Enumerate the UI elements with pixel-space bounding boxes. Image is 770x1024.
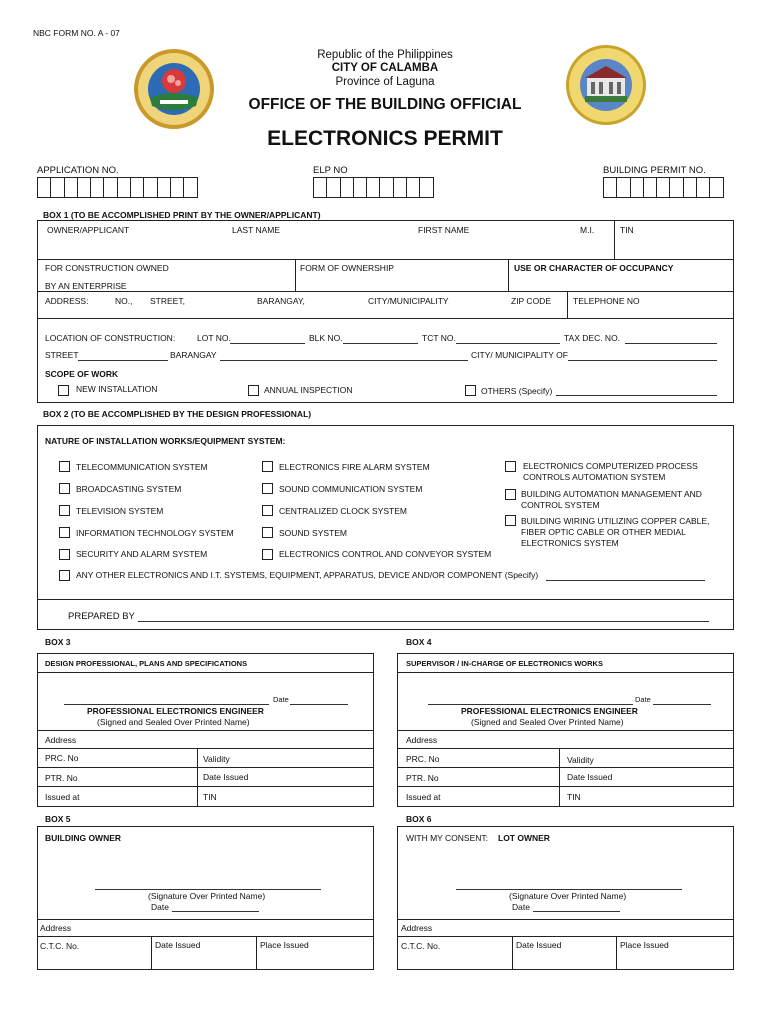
- box5-date-issued-label: Date Issued: [155, 940, 201, 950]
- box4-prc-label: PRC. No: [406, 754, 440, 764]
- box4-date-issued-label: Date Issued: [567, 772, 613, 782]
- street-field[interactable]: [78, 360, 168, 361]
- box4-label: BOX 4: [406, 637, 432, 647]
- box6-consent-label: WITH MY CONSENT:: [406, 833, 489, 843]
- box6-date-issued-label: Date Issued: [516, 940, 562, 950]
- box5-heading: BUILDING OWNER: [45, 833, 122, 843]
- telecommunication-checkbox[interactable]: [59, 461, 70, 472]
- others-field[interactable]: [556, 395, 717, 396]
- first-name-label: FIRST NAME: [418, 225, 470, 235]
- box3-address-label: Address: [45, 735, 77, 745]
- broadcasting-label: BROADCASTING SYSTEM: [76, 484, 182, 494]
- tct-no-label: TCT NO.: [422, 333, 456, 343]
- tct-no-field[interactable]: [456, 343, 560, 344]
- computerized-process-checkbox[interactable]: [505, 461, 516, 472]
- telecommunication-label: TELECOMMUNICATION SYSTEM: [76, 462, 208, 472]
- box3-label: BOX 3: [45, 637, 71, 647]
- prepared-by-label: PREPARED BY: [68, 611, 135, 622]
- elp-no-label: ELP NO: [313, 165, 348, 176]
- box3-issued-at-label: Issued at: [45, 792, 80, 802]
- province-name: Province of Laguna: [335, 76, 435, 88]
- any-other-label: ANY OTHER ELECTRONICS AND I.T. SYSTEMS, EQUIPMENT, APPARATUS, DEVICE AND/OR COMPONENT (Specify): [76, 570, 539, 580]
- fire-alarm-checkbox[interactable]: [262, 461, 273, 472]
- box3-date-issued-label: Date Issued: [203, 772, 249, 782]
- centralized-clock-label: CENTRALIZED CLOCK SYSTEM: [279, 506, 407, 516]
- box3-validity-label: Validity: [203, 754, 230, 764]
- sound-communication-checkbox[interactable]: [262, 483, 273, 494]
- address-street-label: STREET,: [150, 296, 185, 306]
- address-city-label: CITY/MUNICIPALITY: [368, 296, 449, 306]
- box5-date-label: Date: [151, 902, 169, 912]
- office-name: OFFICE OF THE BUILDING OFFICIAL: [248, 96, 522, 113]
- city-municipality-of-label: CITY/ MUNICIPALITY OF: [471, 350, 568, 360]
- box5-label: BOX 5: [45, 814, 71, 824]
- building-wiring-checkbox[interactable]: [505, 515, 516, 526]
- calamba-city-seal: [133, 48, 215, 130]
- box5-signature-note: (Signature Over Printed Name): [148, 891, 266, 901]
- control-conveyor-label: ELECTRONICS CONTROL AND CONVEYOR SYSTEM: [279, 549, 492, 559]
- building-automation-label-1: BUILDING AUTOMATION MANAGEMENT AND: [521, 489, 702, 499]
- box4-validity-label: Validity: [567, 755, 594, 765]
- television-checkbox[interactable]: [59, 505, 70, 516]
- building-permit-no-label: BUILDING PERMIT NO.: [603, 165, 706, 176]
- application-no-field[interactable]: [37, 177, 197, 198]
- box4-engineer-title: PROFESSIONAL ELECTRONICS ENGINEER: [461, 706, 638, 716]
- building-automation-label-2: CONTROL SYSTEM: [521, 500, 600, 510]
- box6-date-label: Date: [512, 902, 530, 912]
- blk-no-label: BLK NO.: [309, 333, 343, 343]
- box3-engineer-title: PROFESSIONAL ELECTRONICS ENGINEER: [87, 706, 264, 716]
- box4-date-label: Date: [635, 695, 651, 704]
- box5-address-label: Address: [40, 923, 72, 933]
- last-name-label: LAST NAME: [232, 225, 281, 235]
- box6-address-label: Address: [401, 923, 433, 933]
- blk-no-field[interactable]: [343, 343, 418, 344]
- barangay-field[interactable]: [220, 360, 468, 361]
- box4-issued-at-label: Issued at: [406, 792, 441, 802]
- mi-label: M.I.: [580, 225, 595, 235]
- box4-ptr-label: PTR. No: [406, 773, 439, 783]
- owner-applicant-label: OWNER/APPLICANT: [47, 225, 130, 235]
- security-alarm-label: SECURITY AND ALARM SYSTEM: [76, 549, 208, 559]
- box6-signature-note: (Signature Over Printed Name): [509, 891, 627, 901]
- street-label: STREET: [45, 350, 79, 360]
- box4-address-label: Address: [406, 735, 438, 745]
- box6-date-field[interactable]: [533, 911, 620, 912]
- city-municipality-field[interactable]: [568, 360, 717, 361]
- location-label: LOCATION OF CONSTRUCTION:: [45, 333, 176, 343]
- computerized-process-label-2: CONTROLS AUTOMATION SYSTEM: [523, 472, 666, 482]
- box4-date-field[interactable]: [653, 704, 711, 705]
- box6-signature-field[interactable]: [456, 889, 682, 890]
- box5-date-field[interactable]: [172, 911, 259, 912]
- lot-no-field[interactable]: [230, 343, 305, 344]
- building-wiring-label-1: BUILDING WIRING UTILIZING COPPER CABLE,: [521, 516, 710, 526]
- city-name: CITY OF CALAMBA: [331, 62, 439, 74]
- sound-system-checkbox[interactable]: [262, 527, 273, 538]
- sound-system-label: SOUND SYSTEM: [279, 528, 348, 538]
- zip-code-label: ZIP CODE: [511, 296, 551, 306]
- new-installation-checkbox[interactable]: [58, 385, 69, 396]
- address-barangay-label: BARANGAY,: [257, 296, 305, 306]
- box3-prc-label: PRC. No: [45, 753, 79, 763]
- box5-ctc-label: C.T.C. No.: [40, 941, 80, 951]
- information-technology-label: INFORMATION TECHNOLOGY SYSTEM: [76, 528, 234, 538]
- new-installation-label: NEW INSTALLATION: [76, 384, 158, 394]
- building-permit-no-field[interactable]: [603, 177, 723, 198]
- form-of-ownership-label[interactable]: FORM OF OWNERSHIP: [300, 263, 394, 273]
- box3-tin-label: TIN: [203, 792, 217, 802]
- television-label: TELEVISION SYSTEM: [76, 506, 164, 516]
- prepared-by-field[interactable]: [138, 621, 709, 622]
- control-conveyor-checkbox[interactable]: [262, 549, 273, 560]
- tax-dec-label: TAX DEC. NO.: [564, 333, 621, 343]
- barangay-label: BARANGAY: [170, 350, 217, 360]
- scope-heading: SCOPE OF WORK: [45, 369, 119, 379]
- box4-heading: SUPERVISOR / IN-CHARGE OF ELECTRONICS WORKS: [406, 659, 603, 668]
- box4-tin-label: TIN: [567, 792, 581, 802]
- box3-signature-field[interactable]: [64, 704, 269, 705]
- box6-label: BOX 6: [406, 814, 432, 824]
- page-title: ELECTRONICS PERMIT: [267, 127, 503, 150]
- box3-date-label: Date: [273, 695, 289, 704]
- building-automation-checkbox[interactable]: [505, 489, 516, 500]
- box3-date-field[interactable]: [290, 704, 348, 705]
- fire-alarm-label: ELECTRONICS FIRE ALARM SYSTEM: [279, 462, 430, 472]
- republic-line: Republic of the Philippines: [317, 49, 453, 61]
- lot-no-label: LOT NO.: [197, 333, 231, 343]
- elp-no-field[interactable]: [313, 177, 433, 198]
- computerized-process-label-1: ELECTRONICS COMPUTERIZED PROCESS: [523, 461, 698, 471]
- sound-communication-label: SOUND COMMUNICATION SYSTEM: [279, 484, 423, 494]
- information-technology-checkbox[interactable]: [59, 527, 70, 538]
- nature-heading: NATURE OF INSTALLATION WORKS/EQUIPMENT SYSTEM:: [45, 436, 286, 446]
- security-alarm-checkbox[interactable]: [59, 549, 70, 560]
- building-official-seal: [565, 44, 647, 126]
- annual-inspection-label: ANNUAL INSPECTION: [264, 385, 353, 395]
- address-label: ADDRESS:: [45, 296, 89, 306]
- others-checkbox[interactable]: [465, 385, 476, 396]
- box3-heading: DESIGN PROFESSIONAL, PLANS AND SPECIFICATIONS: [45, 659, 248, 668]
- for-construction-label: FOR CONSTRUCTION OWNED: [45, 263, 169, 273]
- tax-dec-field[interactable]: [625, 343, 717, 344]
- box5-place-issued-label: Place Issued: [260, 940, 309, 950]
- building-wiring-label-3: ELECTRONICS SYSTEM: [521, 538, 619, 548]
- box6-place-issued-label: Place Issued: [620, 940, 669, 950]
- by-enterprise-label: BY AN ENTERPRISE: [45, 281, 127, 291]
- box4-signed-note: (Signed and Sealed Over Printed Name): [471, 717, 624, 727]
- any-other-field[interactable]: [546, 580, 705, 581]
- box5-signature-field[interactable]: [95, 889, 321, 890]
- box4-signature-field[interactable]: [428, 704, 633, 705]
- box2-heading: BOX 2 (TO BE ACCOMPLISHED BY THE DESIGN PROFESSIONAL): [43, 409, 312, 419]
- application-no-label: APPLICATION NO.: [37, 165, 119, 176]
- building-wiring-label-2: FIBER OPTIC CABLE OR OTHER MEDIAL: [521, 527, 686, 537]
- any-other-checkbox[interactable]: [59, 570, 70, 581]
- box3-ptr-label: PTR. No: [45, 773, 78, 783]
- box6-ctc-label: C.T.C. No.: [401, 941, 441, 951]
- broadcasting-checkbox[interactable]: [59, 483, 70, 494]
- others-label: OTHERS (Specify): [481, 386, 553, 396]
- box3-signed-note: (Signed and Sealed Over Printed Name): [97, 717, 250, 727]
- telephone-label: TELEPHONE NO: [573, 296, 640, 306]
- address-no-label: NO.,: [115, 296, 133, 306]
- box6-lot-owner-heading: LOT OWNER: [498, 833, 550, 843]
- use-or-character-label[interactable]: USE OR CHARACTER OF OCCUPANCY: [514, 263, 674, 273]
- annual-inspection-checkbox[interactable]: [248, 385, 259, 396]
- tin-label: TIN: [620, 225, 634, 235]
- form-number: NBC FORM NO. A - 07: [33, 28, 120, 38]
- box1-heading: BOX 1 (TO BE ACCOMPLISHED PRINT BY THE OWNER/APPLICANT): [43, 210, 321, 220]
- centralized-clock-checkbox[interactable]: [262, 505, 273, 516]
